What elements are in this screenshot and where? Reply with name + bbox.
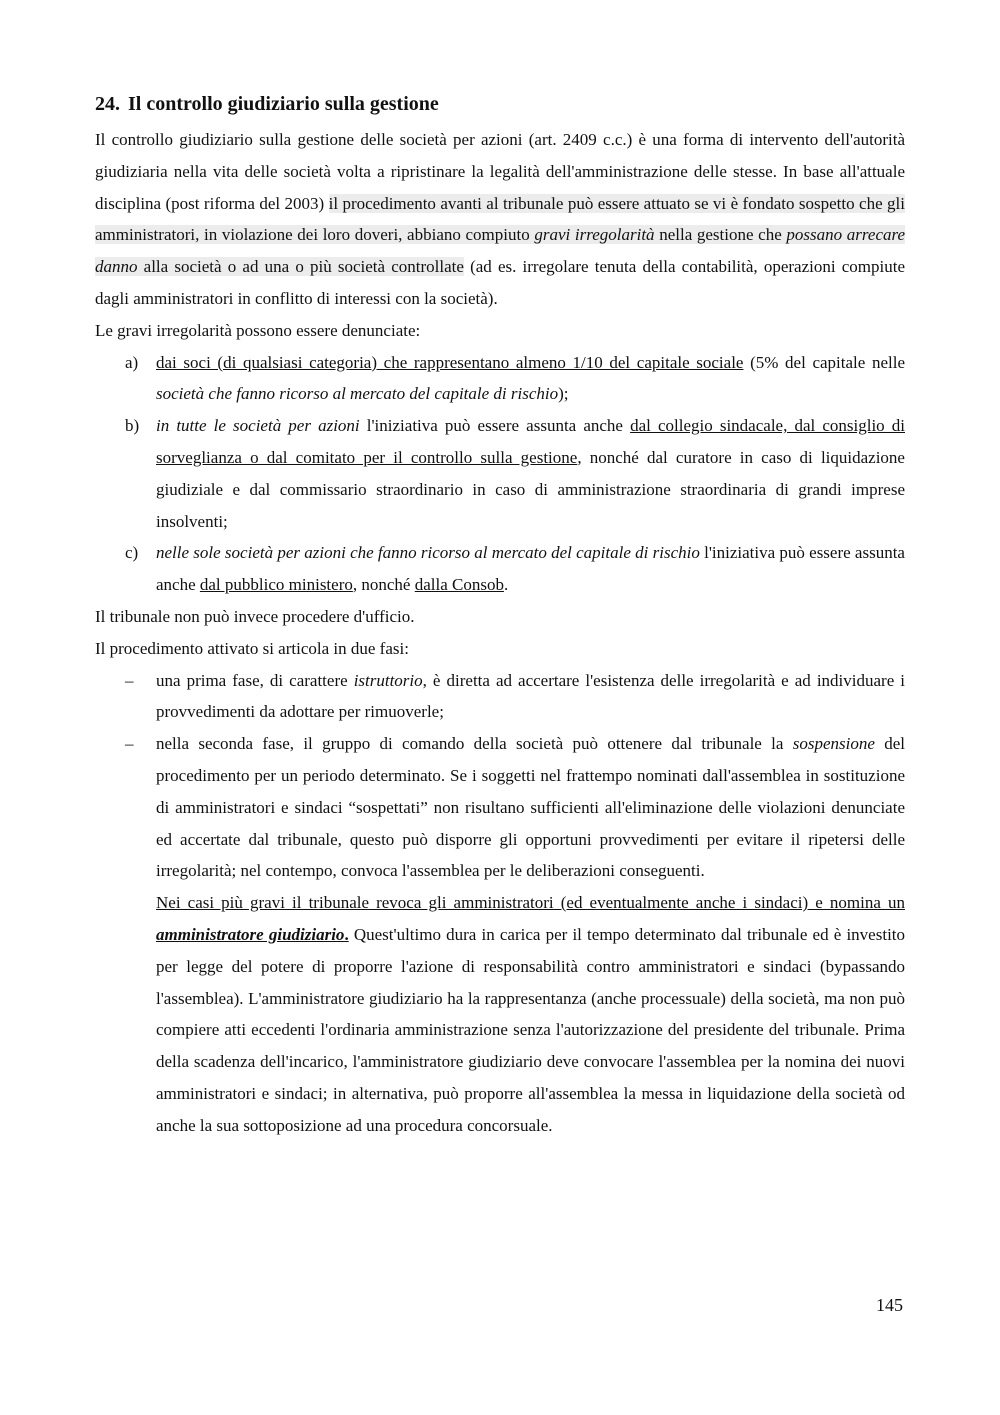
underlined-text: . — [344, 924, 349, 944]
underlined-text: dal pubblico ministero — [199, 575, 353, 595]
text: , nonché dal curatore in caso di liquidazione giudiziale e dal commissario straordinario in caso di amministrazione straordinaria di grandi imprese insolventi; — [156, 447, 905, 531]
phases-list — [95, 665, 905, 1142]
text: l'iniziativa può essere assunta anche — [156, 543, 905, 595]
italic-text: sospensione — [792, 734, 875, 754]
lead-paragraph: Le gravi irregolarità possono essere denunciate: — [95, 320, 421, 340]
text: , è diretta ad accertare l'esistenza delle irregolarità e ad individuare i provvedimenti da adottare per rimuoverle; — [156, 670, 905, 722]
intro-paragraph — [95, 124, 905, 315]
underlined-text: dai soci (di qualsiasi categoria) che rappresentano almeno 1/10 del capitale sociale — [156, 352, 744, 372]
list-item — [95, 537, 905, 601]
intro-text: Il controllo giudiziario sulla gestione delle società per azioni (art. 2409 c.c.) è una forma di intervento dell'autorità giudiziaria nella vita delle società volta a ripristinare la legalità dell'amministrazione delle stesse. In base all'attuale disciplina (post riforma del 2003) — [95, 130, 905, 213]
section-title: Il controllo giudiziario sulla gestione — [128, 93, 439, 115]
dash-marker: – — [125, 734, 134, 754]
document-page — [95, 88, 905, 1142]
highlight-text: il procedimento avanti al tribunale può essere attuato se vi è fondato sospetto che gli amministratori, in violazione dei loro doveri, abbiano compiuto — [95, 193, 905, 245]
underlined-text: dalla Consob — [414, 575, 504, 595]
text: Quest'ultimo dura in carica per il tempo determinato dal tribunale ed è investito per legge del potere di proporre l'azione di responsabilità contro amministratori e sindaci (bypassando l'assemblea). L'amministratore giudiziario ha la rappresentanza (anche processuale) della società, ma non può compiere atti eccedenti l'ordinaria amministrazione senza l'autorizzazione del presidente del tribunale. Prima della scadenza dell'incarico, l'amministratore giudiziario deve convocare l'assemblea per la nomina dei nuovi amministratori e sindaci; in alternativa, può proporre all'assemblea la messa in liquidazione della società od anche la sua sottoposizione ad una procedura concorsuale. — [156, 924, 906, 1135]
list-item — [95, 410, 905, 537]
italic-text: istruttorio — [353, 670, 423, 690]
section-number: 24. — [95, 93, 120, 115]
highlight-italic: gravi irregolarità — [534, 225, 655, 245]
phases-lead-paragraph: Il procedimento attivato si articola in due fasi: — [95, 638, 409, 658]
intro-text: (ad es. irregolare tenuta della contabilità, operazioni compiute dagli amministratori in conflitto di interessi con la società). — [95, 257, 906, 308]
list-item — [95, 665, 905, 729]
dash-marker: – — [125, 670, 134, 690]
text: . — [503, 575, 509, 595]
italic-text: in tutte le società per azioni — [156, 416, 360, 436]
no-office-paragraph: Il tribunale non può invece procedere d'ufficio. — [95, 606, 415, 626]
list-item — [95, 728, 905, 1141]
italic-text: società che fanno ricorso al mercato del capitale di rischio — [156, 384, 559, 404]
highlight-text: alla società o ad una o più società controllate — [137, 257, 464, 277]
text: , nonché — [352, 575, 415, 595]
text: l'iniziativa può essere assunta anche — [359, 416, 631, 436]
page-number: 145 — [876, 1295, 903, 1315]
highlight-italic: possano arrecare danno — [95, 225, 906, 277]
text: (5% del capitale nelle — [743, 352, 905, 372]
list-item-text — [156, 665, 905, 729]
list-marker: c) — [125, 543, 139, 563]
underlined-text: Nei casi più gravi il tribunale revoca gli amministratori (ed eventualmente anche i sindaci) e nomina un — [156, 893, 905, 913]
list-item-text — [156, 410, 905, 537]
reporting-parties-list — [95, 347, 905, 601]
list-marker: b) — [125, 416, 140, 436]
text: del procedimento per un periodo determinato. Se i soggetti nel frattempo nominati dall'assemblea in sostituzione di amministratori e sindaci “sospettati” non risultano sufficienti all'eliminazione delle violazioni denunciate ed accertate dal tribunale, questo può disporre gli opportuni provvedimenti per evitare il ripetersi delle irregolarità; nel contempo, convoca l'assemblea per le deliberazioni conseguenti. — [156, 734, 905, 881]
continuation-paragraph — [156, 887, 905, 1141]
underlined-text: dal collegio sindacale, dal consiglio di sorveglianza o dal comitato per il controllo sulla gestione — [156, 416, 905, 467]
list-item-text — [156, 347, 905, 411]
highlight-text: nella gestione che — [654, 225, 787, 245]
italic-text: nelle sole società per azioni che fanno ricorso al mercato del capitale di rischio — [156, 543, 700, 563]
list-item-text — [156, 728, 905, 887]
list-item-text — [156, 537, 905, 601]
bold-italic-term: amministratore giudiziario — [156, 924, 345, 944]
text: una prima fase, di carattere — [156, 670, 354, 690]
list-marker: a) — [125, 352, 139, 372]
section-heading — [95, 88, 905, 120]
list-item — [95, 347, 905, 411]
text: nella seconda fase, il gruppo di comando della società può ottenere dal tribunale la — [156, 734, 793, 754]
text: ); — [558, 384, 569, 404]
